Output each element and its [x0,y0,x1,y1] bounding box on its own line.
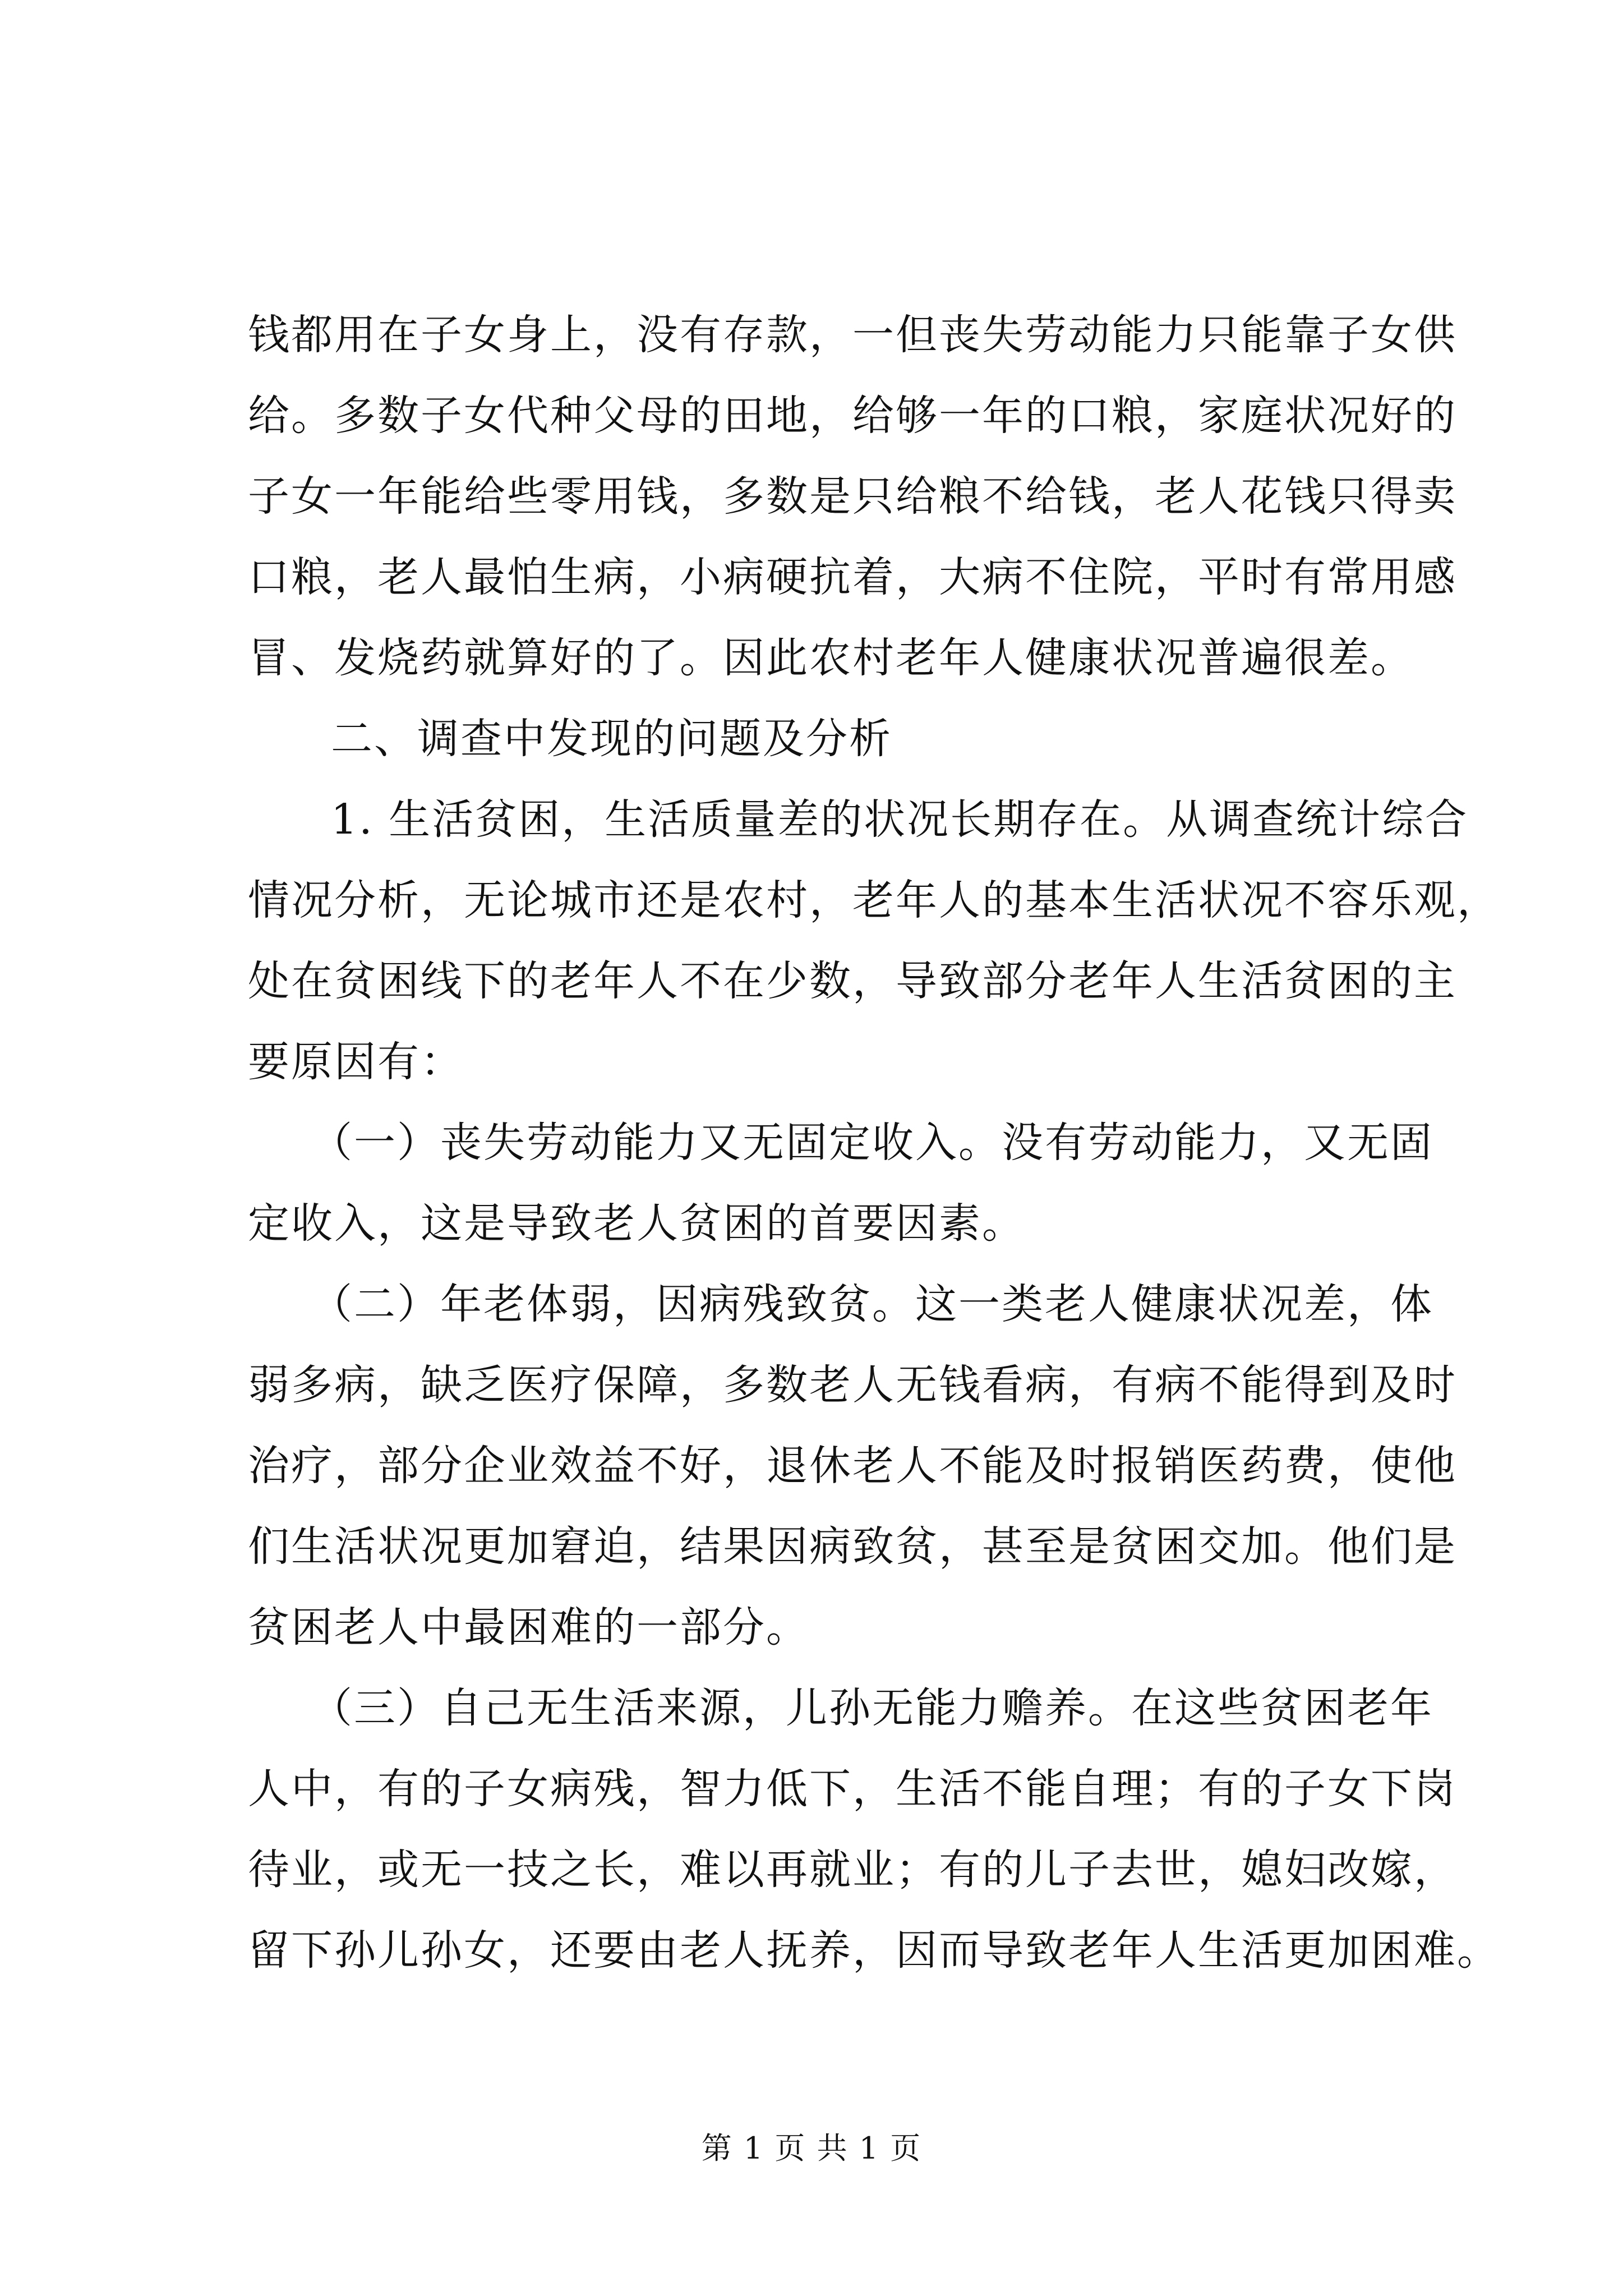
text-line: 治疗，部分企业效益不好，退休老人不能及时报销医药费，使他 [248,1442,1457,1490]
text-line: 们生活状况更加窘迫，结果因病致贫，甚至是贫困交加。他们是 [248,1522,1457,1571]
text-line: （一）丧失劳动能力又无固定收入。没有劳动能力，又无固 [311,1119,1433,1167]
text-line: 弱多病，缺乏医疗保障，多数老人无钱看病，有病不能得到及时 [248,1361,1457,1409]
text-line: （三）自己无生活来源，儿孙无能力赡养。在这些贫困老年 [311,1684,1433,1732]
text-line: 口粮，老人最怕生病，小病硬抗着，大病不住院，平时有常用感 [248,553,1457,601]
section-heading: 二、调查中发现的问题及分析 [331,715,892,763]
text-line: 留下孙儿孙女，还要由老人抚养，因而导致老年人生活更加困难。 [248,1926,1500,1975]
text-line: 贫困老人中最困难的一部分。 [248,1603,809,1651]
text-line: 钱都用在子女身上，没有存款，一但丧失劳动能力只能靠子女供 [248,311,1457,359]
text-line: 要原因有： [248,1038,464,1086]
text-line: 情况分析，无论城市还是农村，老年人的基本生活状况不容乐观， [248,876,1500,924]
text-line: 定收入，这是导致老人贫困的首要因素。 [248,1199,1025,1248]
text-line: 1. 生活贫困，生活质量差的状况长期存在。从调查统计综合 [331,795,1469,844]
text-line: 给。多数子女代种父母的田地，给够一年的口粮，家庭状况好的 [248,392,1457,440]
page-footer: 第 1 页 共 1 页 [701,2131,922,2166]
text-line: 冒、发烧药就算好的了。因此农村老年人健康状况普遍很差。 [248,634,1414,682]
document-body [248,295,1500,1991]
text-line: 子女一年能给些零用钱，多数是只给粮不给钱，老人花钱只得卖 [248,472,1457,521]
text-line: 人中，有的子女病残，智力低下，生活不能自理；有的子女下岗 [248,1765,1457,1813]
text-line: （二）年老体弱，因病残致贫。这一类老人健康状况差，体 [311,1280,1433,1328]
text-line: 待业，或无一技之长，难以再就业；有的儿子去世，媳妇改嫁， [248,1846,1457,1894]
text-line: 处在贫困线下的老年人不在少数，导致部分老年人生活贫困的主 [248,957,1457,1005]
